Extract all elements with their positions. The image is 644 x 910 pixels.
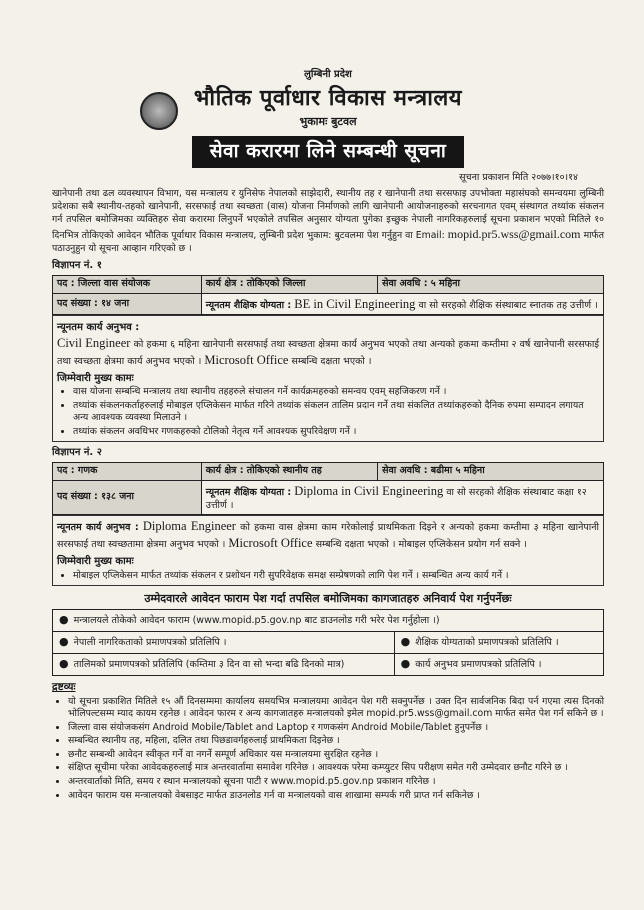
notice-banner: सेवा करारमा लिने सम्बन्धी सूचना [192, 136, 465, 168]
documents-row [394, 653, 603, 675]
notice-date: सूचना प्रकाशन मिति २०७७।१०।१४ [459, 171, 578, 183]
ad2-experience [57, 518, 599, 552]
list-item: • सम्बन्धित स्थानीय तह, महिला, दलित तथा पिछडावर्गहरुलाई प्राथमिकता दिइनेछ । [68, 735, 604, 748]
ad1-exp-head: न्यूनतम कार्य अनुभव : [57, 322, 140, 334]
list-item: • वास योजना सम्बन्धि मन्त्रालय तथा स्थानीय तहहरुले संचालन गर्ने कार्यक्रमहरुको समन्वय एवम् सहजिकरण गर्ने । [73, 386, 599, 399]
intro-paragraph [52, 188, 604, 255]
ad2-exp-eng2: Microsoft Office [228, 536, 313, 551]
list-item: • तथ्यांक संकलनकर्ताहरुलाई मोबाइल एप्लिकेसन मार्फत गरिने तथ्यांक संकलन तालिम प्रदान गर्ने तथा संकलित तथ्यांकहरुको दैनिक रुपमा सम्पादन लगायत अन्य आवश्यक व्यवस्था मिलाउने । [73, 400, 599, 425]
documents-row [394, 631, 603, 653]
document-item: कार्य अनुभव प्रमाणपत्रको प्रतिलिपि । [415, 658, 542, 670]
intro-tail: मार्फत पठाउनुहुन यो सूचना आव्हान गरिएको छ । [52, 230, 604, 254]
intro-text: खानेपानी तथा ढल व्यवस्थापन विभाग, यस मन्त्रालय र युनिसेफ नेपालको साझेदारी, स्थानीय तह र खानेपानी तथा सरसफाइ उपभोक्ता महासंघको समन्वयमा लुम्बिनी प्रदेशका सबै स्थानीय-तहको खानेपानी, सरसफाई तथा स्वच्छता (वास) योजना निर्माणको लागि खानेपानी आयोजनाहरुको सरचनागत एवम् संस्थागत तथ्यांक संकलन गर्न तपसिल बमोजिमका व्यक्तिहरु सेवा करारमा लिनुपर्ने भएकोले तपसिल अनुसार योग्यता पुगेका इच्छुक नेपाली नागरिकहरुलाई सूचना प्रकाशन भएको मितिले १० दिनभित्र तोकिएको आवेदन भौतिक पूर्वाधार विकास मन्त्रालय, लुम्बिनी प्रदेश भुकाम: बुटवलमा पेश गर्नुहुन वा Email: [52, 188, 604, 242]
ad1-post: पद : जिल्ला वास संयोजक [53, 275, 202, 293]
document-item: मन्त्रालयले तोकेको आवेदन फाराम (www.mopid.p5.gov.np बाट डाउनलोड गरी भरेर पेश गर्नुहोला ।) [73, 614, 440, 626]
list-item: • जिल्ला वास संयोजकसंग Android Mobile/Tablet and Laptop र गणकसंग Android Mobile/Tablet हुनुपर्नेछ । [68, 722, 604, 735]
ad2-qual-label: न्यूनतम शैक्षिक योग्यता : [205, 486, 292, 498]
ad2-qual-value: Diploma in Civil Engineering [294, 483, 444, 498]
ad1-table [52, 275, 604, 316]
list-item: • आवेदन फाराम यस मन्त्रालयको वेबसाइट मार्फत डाउनलोड गर्न वा मन्त्रालयको वास शाखामा सम्पर्क गरी प्राप्त गर्न सकिनेछ । [68, 790, 604, 803]
document-item: नेपाली नागरिकताको प्रमाणपत्रको प्रतिलिपि । [73, 636, 227, 648]
ad1-count: पद संख्या : १४ जना [53, 293, 202, 315]
bullet-icon: ● [59, 612, 69, 626]
documents-title: उम्मेदवारले आवेदन फाराम पेश गर्दा तपसिल बमोजिमका कागजातहरु अनिवार्य पेश गर्नुपर्नेछः [144, 592, 512, 606]
notes-title: द्रष्टव्यः [52, 680, 76, 693]
documents-row [53, 609, 604, 631]
ad2-duration: सेवा अवधि : बढीमा ५ महिना [378, 462, 604, 480]
ad2-area: कार्य क्षेत्र : तोकिएको स्थानीय तह [201, 462, 377, 480]
ad2-duties-list [57, 570, 599, 583]
ad2-duties-head: जिम्मेवारी मुख्य कामः [57, 556, 134, 568]
list-item: • अन्तरवार्ताको मिति, समय र स्थान मन्त्रालयको सूचना पाटी र www.mopid.p5.gov.np प्रकाशन गरिनेछ । [68, 776, 604, 789]
document-item: तालिमको प्रमाणपत्रको प्रतिलिपि (कम्तिमा ३ दिन वा सो भन्दा बढि दिनको मात्र) [73, 658, 345, 670]
ad2-exp-text: को हकमा वास क्षेत्रमा काम गरेकोलाई प्राथमिकता दिइने र अन्यको हकमा कम्तीमा ३ महिना खानेपानी सरसफाई तथा स्वच्छतामा क्षेत्रमा अनुभव भएको । [57, 522, 599, 551]
ad2-exp-tail: सम्बन्धि दक्षता भएको । मोबाइल एप्लिकेसन प्रयोग गर्न सक्ने । [315, 539, 527, 551]
list-item: • तथ्यांक संकलन अवधिभर गणकहरुको टोलिको नेतृत्व गर्ने आवश्यक सुपरिवेक्षण गर्ने । [73, 426, 599, 439]
bullet-icon: ● [400, 656, 411, 670]
list-item: • यो सूचना प्रकाशित मितिले १५ औं दिनसम्ममा कार्यालय समयभित्र मन्त्रालयमा आवेदन पेश गरी सक्नुपर्नेछ । उक्त दिन सार्वजनिक बिदा पर्न गएमा त्यस दिनको भोलिपल्टसम्म म्याद कायम रहनेछ । आवेदन फारम र अन्य कागजातहरु मन्त्रालयको इमेल mopid.pr5.wss@gmail.com मार्फत समेत पेश गर्न सकिने छ । [68, 696, 604, 721]
ministry-name: भौतिक पूर्वाधार विकास मन्त्रालय [193, 85, 463, 111]
ad2-table [52, 462, 604, 516]
ad1-qual-value: BE in Civil Engineering [294, 296, 416, 311]
ad2-post: पद : गणक [53, 462, 202, 480]
ad2-exp-eng: Diploma Engineer [142, 519, 236, 534]
ad1-experience [57, 335, 599, 369]
government-emblem-icon [140, 92, 178, 130]
ad2-qual-tail: वा सो सरहको शैक्षिक संस्थाबाट कक्षा १२ उत्तीर्ण । [205, 486, 587, 511]
ad2-count: पद संख्या : १३८ जना [53, 480, 202, 515]
ad2-exp-head: न्यूनतम कार्य अनुभव : [57, 522, 139, 534]
ad1-exp-eng: Civil Engineer [57, 335, 131, 350]
intro-email[interactable]: mopid.pr5.wss@gmail.com [447, 227, 581, 242]
ad2-details [52, 515, 604, 586]
list-item: • छनौट सम्बन्धी आवेदन स्वीकृत गर्ने वा नगर्ने सम्पूर्ण अधिकार यस मन्त्रालयमा सुरक्षित रहनेछ । [68, 749, 604, 762]
ad1-exp-tail: सम्बन्धि दक्षता भएको । [291, 355, 372, 367]
documents-row [53, 653, 395, 675]
ministry-location: भुकामः बुटवल [299, 115, 357, 129]
documents-table [52, 609, 604, 676]
banner-wrap [52, 136, 604, 168]
ad1-qual-tail: वा सो सरहको शैक्षिक संस्थाबाट स्नातक तह उत्तीर्ण । [418, 299, 598, 311]
ad1-duration: सेवा अवधि : ५ महिना [378, 275, 604, 293]
bullet-icon: ● [59, 634, 69, 648]
ad1-area: कार्य क्षेत्र : तोकिएको जिल्ला [201, 275, 377, 293]
ad1-duties-head: जिम्मेवारी मुख्य कामः [57, 372, 134, 384]
header [52, 0, 604, 130]
documents-row [53, 631, 395, 653]
bullet-icon: ● [400, 634, 411, 648]
list-item: • मोबाइल एप्लिकेसन मार्फत तथ्यांक संकलन र प्रशोधन गरी सुपरिवेक्षक समक्ष सम्प्रेषणको लागि पेश गर्ने । सम्बन्धित अन्य कार्य गर्ने । [73, 570, 599, 583]
ad1-qual-label: न्यूनतम शैक्षिक योग्यता : [205, 299, 292, 311]
ad1-details [52, 315, 604, 442]
document-item: शैक्षिक योग्यताको प्रमाणपत्रको प्रतिलिपि । [415, 636, 559, 648]
ad1-qualification [201, 293, 603, 315]
ad1-label: विज्ञापन नं. १ [52, 260, 102, 272]
notes-list [52, 696, 604, 802]
ad2-label: विज्ञापन नं. २ [52, 447, 102, 459]
list-item: • संक्षिप्त सूचीमा परेका आवेदकहरुलाई मात्र अन्तरवार्तामा समावेश गरिनेछ । आवश्यक परेमा कम्प्युटर सिप परीक्षण समेत गरी उम्मेदवार छनौट गरिने छ । [68, 762, 604, 775]
ad1-duties-list [57, 386, 599, 438]
province-name: लुम्बिनी प्रदेश [304, 69, 352, 80]
ad2-qualification [201, 480, 603, 515]
ad1-exp-text: को हकमा ६ महिना खानेपानी सरसफाई तथा स्वच्छता क्षेत्रमा कार्य अनुभव भएको तथा अन्यको हकमा कम्तीमा २ वर्ष खानेपानी सरसफाई तथा स्वच्छता क्षेत्रमा कार्य अनुभव भएको । [57, 338, 599, 367]
ad1-exp-eng2: Microsoft Office [204, 352, 289, 367]
bullet-icon: ● [59, 656, 69, 670]
